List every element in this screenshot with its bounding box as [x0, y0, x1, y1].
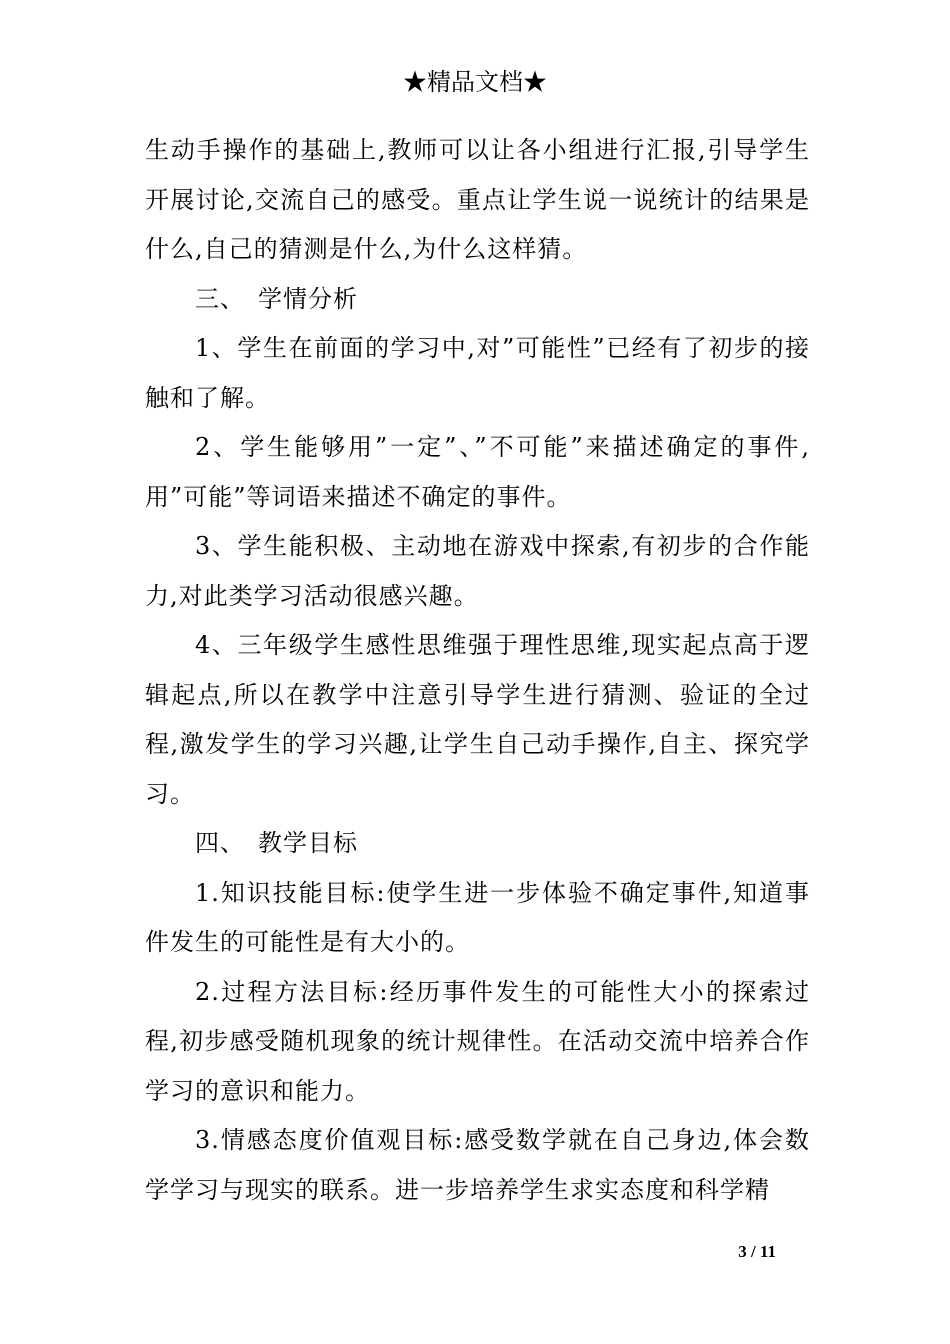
section-heading-3: 三、 学情分析	[195, 284, 358, 313]
document-body	[145, 126, 810, 1215]
page-header: ★精品文档★	[403, 68, 547, 96]
paragraph: 2、学生能够用”一定”、”不可能”来描述确定的事件,用”可能”等词语来描述不确定的事件。	[145, 433, 810, 511]
paragraph: 1、学生在前面的学习中,对”可能性”已经有了初步的接触和了解。	[145, 334, 810, 412]
section-heading-4: 四、 教学目标	[195, 829, 358, 857]
paragraph: 3.情感态度价值观目标:感受数学就在自己身边,体会数学学习与现实的联系。进一步培养学生求实态度和科学精	[145, 1126, 810, 1204]
page-number: 3 / 11	[738, 1242, 776, 1261]
paragraph: 4、三年级学生感性思维强于理性思维,现实起点高于逻辑起点,所以在教学中注意引导学生进行猜测、验证的全过程,激发学生的学习兴趣,让学生自己动手操作,自主、探究学习。	[145, 631, 810, 808]
paragraph: 生动手操作的基础上,教师可以让各小组进行汇报,引导学生开展讨论,交流自己的感受。重点让学生说一说统计的结果是什么,自己的猜测是什么,为什么这样猜。	[145, 136, 810, 263]
paragraph: 2.过程方法目标:经历事件发生的可能性大小的探索过程,初步感受随机现象的统计规律性。在活动交流中培养合作学习的意识和能力。	[145, 977, 810, 1105]
paragraph: 3、学生能积极、主动地在游戏中探索,有初步的合作能力,对此类学习活动很感兴趣。	[145, 532, 810, 610]
paragraph: 1.知识技能目标:使学生进一步体验不确定事件,知道事件发生的可能性是有大小的。	[145, 878, 810, 956]
